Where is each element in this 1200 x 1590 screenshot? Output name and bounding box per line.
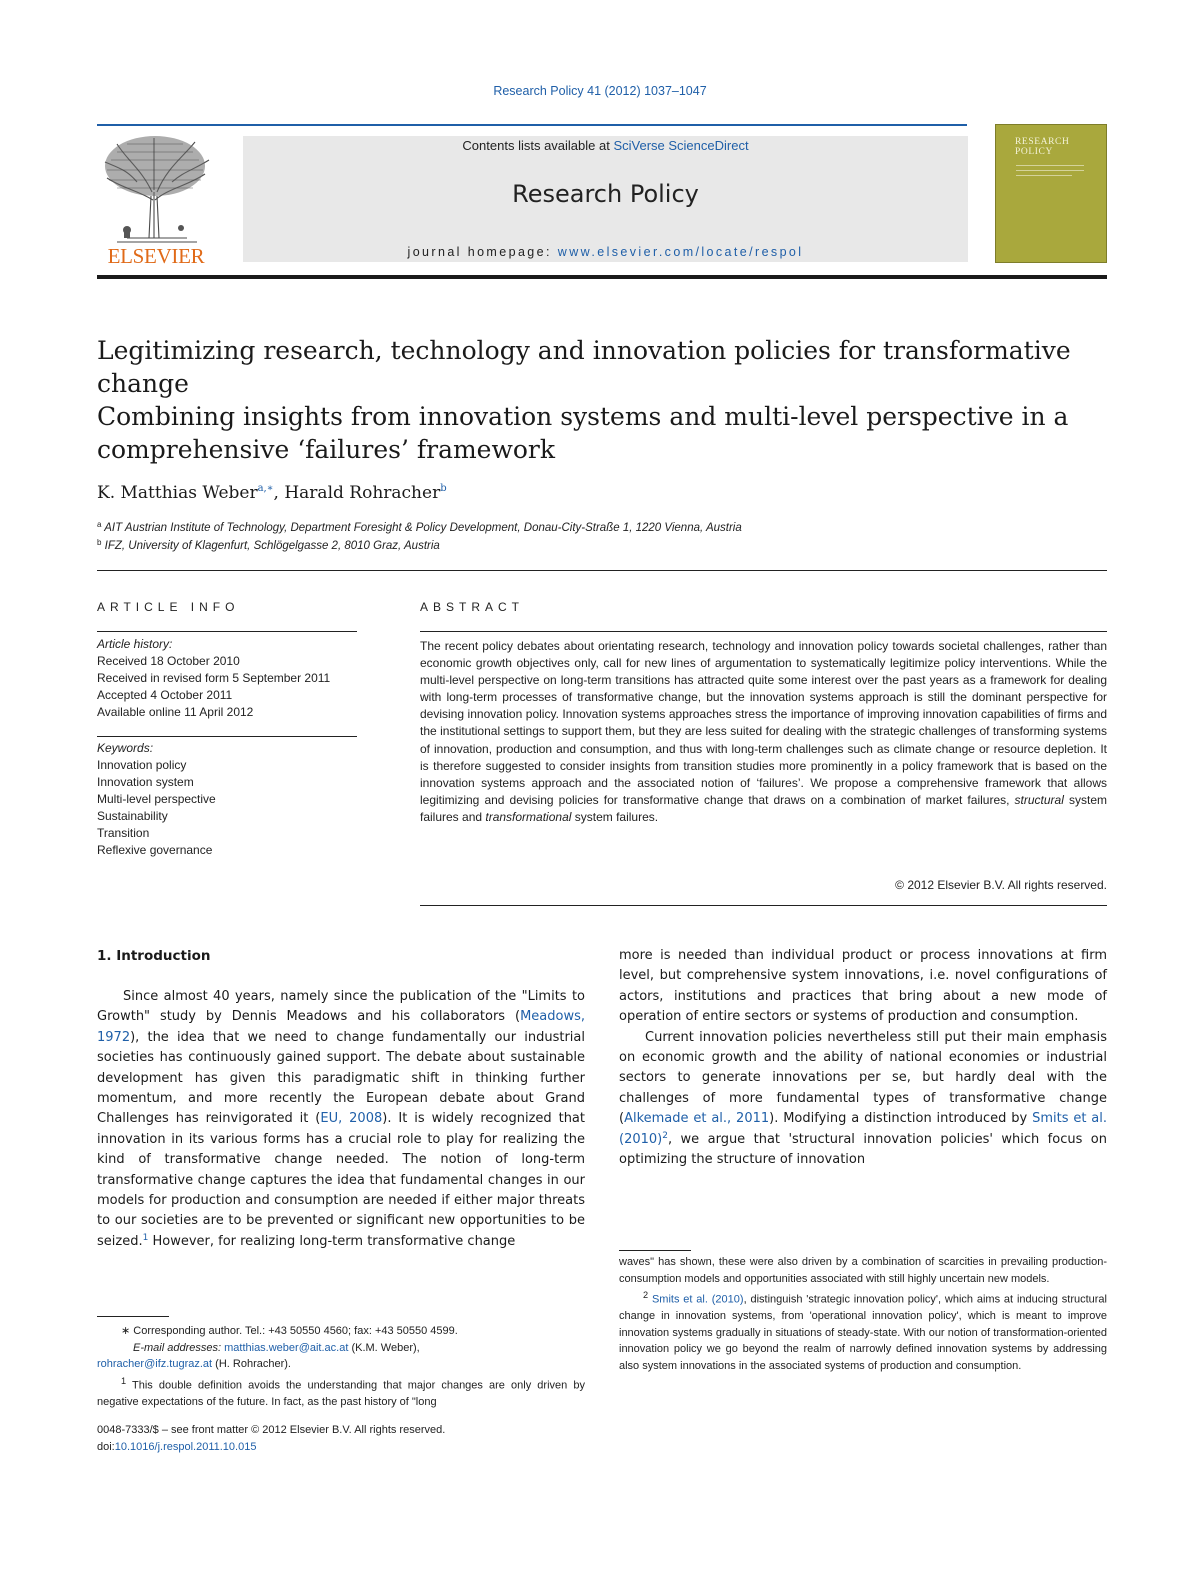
footnote-text: Corresponding author. Tel.: +43 50550 4560; fax: +43 50550 4599. — [130, 1325, 458, 1337]
cover-text-line — [1016, 165, 1084, 166]
divider — [420, 905, 1107, 906]
history-item: Available online 11 April 2012 — [97, 705, 254, 719]
body-text: ). It is widely recognized that innovation in its various forms has a crucial role to play for realizing the kind of transformative change needed. The notion of long-term transformative change captures the idea that fundamental changes in our models for production and consumption are needed if either major threats to our societies are to be prevented or significant new opportunities to be seized. — [97, 1111, 585, 1249]
affiliation — [97, 520, 742, 534]
abstract-label: ABSTRACT — [420, 600, 525, 614]
author-name: K. Matthias Weber — [97, 483, 258, 503]
header-top-rule — [97, 124, 967, 126]
keyword: Innovation policy — [97, 758, 187, 772]
citation-link[interactable]: Smits et al. (2010) — [651, 1293, 744, 1306]
affiliation-text: AIT Austrian Institute of Technology, Department Foresight & Policy Development, Donau-City-Straße 1, 1220 Vienna, Austria — [104, 522, 742, 534]
contents-line — [243, 138, 968, 153]
divider — [97, 570, 1107, 571]
citation-link[interactable]: EU, 2008 — [320, 1111, 383, 1127]
author-name: Harald Rohracher — [284, 483, 441, 503]
keyword: Reflexive governance — [97, 843, 213, 857]
author-affiliation-mark[interactable]: a,∗ — [257, 483, 274, 494]
footnote-text: , distinguish 'strategic innovation policy', which aims at inducing structural change in innovation systems, from 'operational innovation policy', which is meant to improve innovation systems gradually in situations of steady-state. With our notion of transformation-oriented innovation policy we go beyond the realm of narrowly defined innovation systems by addressing also system innovations in the associated systems of production and consumption. — [619, 1293, 1107, 1372]
author-affiliation-mark[interactable]: b — [440, 483, 447, 494]
article-subtitle: Combining insights from innovation systems and multi-level perspective in a comprehensive ‘failures’ framework — [97, 402, 1069, 464]
divider — [97, 631, 357, 632]
homepage-line — [243, 245, 968, 259]
keyword: Innovation system — [97, 775, 194, 789]
article-history — [97, 636, 357, 721]
affiliation-text: IFZ, University of Klagenfurt, Schlögelgasse 2, 8010 Graz, Austria — [104, 540, 440, 552]
footnote-rule — [97, 1316, 169, 1317]
body-text: ), the idea that we need to change fundamentally our industrial societies has continuously gained support. The debate about sustainable development has given this paradigmatic shift in thinking further momentum, and more recently the European debate about Grand Challenges has reinvigorated it ( — [97, 1029, 585, 1127]
footnotes-right — [619, 1254, 1107, 1374]
divider — [97, 736, 357, 737]
abstract-emphasis: transformational — [485, 809, 572, 824]
footnote-mark: 1 — [121, 1375, 127, 1386]
divider — [420, 631, 1107, 632]
body-text: Current innovation policies nevertheless still put their main emphasis on economic growth and the ability of national economies or industrial sectors to generate innovations per se, but hardly deal with the challenges of more fundamental types of transformative change ( — [619, 1029, 1107, 1127]
elsevier-logo-text: ELSEVIER — [107, 244, 205, 268]
contents-prefix: Contents lists available at — [462, 138, 614, 153]
footnote-1 — [97, 1373, 585, 1411]
keywords-label: Keywords: — [97, 741, 154, 755]
section-heading: 1. Introduction — [97, 948, 211, 964]
footnote-rule — [619, 1250, 691, 1251]
journal-reference — [0, 84, 1200, 98]
history-item: Accepted 4 October 2011 — [97, 688, 233, 702]
history-label: Article history: — [97, 637, 173, 651]
sciencedirect-link[interactable]: SciVerse ScienceDirect — [613, 138, 749, 153]
body-text: However, for realizing long-term transformative change — [148, 1233, 516, 1249]
front-matter — [97, 1422, 445, 1456]
journal-cover-title — [1015, 137, 1069, 157]
header-bottom-rule — [97, 275, 1107, 279]
abstract-copyright: © 2012 Elsevier B.V. All rights reserved. — [895, 878, 1107, 892]
abstract-emphasis: structural — [1014, 792, 1064, 807]
author-list — [97, 483, 447, 503]
email-link[interactable]: matthias.weber@ait.ac.at — [224, 1341, 349, 1354]
elsevier-logo — [97, 244, 215, 269]
keyword: Transition — [97, 826, 150, 840]
footnote-marker[interactable]: 2 — [662, 1130, 668, 1141]
footnote-1-continued: waves" has shown, these were also driven by a combination of scarcities in prevailing production-consumption models and opportunities associated with still highly uncertain new models. — [619, 1256, 1107, 1285]
cover-text-line — [1016, 175, 1072, 176]
article-main-title: Legitimizing research, technology and innovation policies for transformative change — [97, 336, 1071, 398]
footnotes-left — [97, 1323, 585, 1410]
affiliation-mark: a — [97, 520, 102, 529]
citation-link[interactable]: Alkemade et al., 2011 — [624, 1111, 770, 1127]
author-separator: , — [273, 483, 285, 503]
body-text: Since almost 40 years, namely since the publication of the "Limits to Growth" study by Dennis Meadows and his collaborators ( — [97, 989, 585, 1025]
abstract-text — [420, 638, 1107, 826]
email-link[interactable]: rohracher@ifz.tugraz.at — [97, 1358, 213, 1370]
abstract-part: system failures. — [571, 809, 659, 824]
email-note — [97, 1340, 585, 1357]
body-paragraph — [619, 1028, 1107, 1171]
cover-title-line-2: POLICY — [1015, 147, 1053, 157]
footnote-text: (H. Rohracher). — [212, 1358, 291, 1370]
doi-line — [97, 1439, 445, 1456]
doi-link[interactable]: 10.1016/j.respol.2011.10.015 — [114, 1441, 257, 1453]
corresponding-author-note — [97, 1323, 585, 1340]
issn-line: 0048-7333/$ – see front matter © 2012 Elsevier B.V. All rights reserved. — [97, 1424, 446, 1436]
journal-reference-link[interactable]: Research Policy 41 (2012) 1037–1047 — [493, 84, 707, 98]
footnote-mark: 2 — [643, 1290, 649, 1300]
keywords — [97, 740, 357, 859]
footnote-text: This double definition avoids the understanding that major changes are only driven by negative expectations of the future. In fact, as the past history of "long — [97, 1379, 585, 1408]
citation-link[interactable]: Meadows, 1972 — [97, 1009, 585, 1045]
footnote-2 — [619, 1287, 1107, 1374]
homepage-link[interactable]: www.elsevier.com/locate/respol — [557, 245, 804, 259]
journal-name: Research Policy — [512, 180, 699, 208]
footnote-text: (K.M. Weber), — [348, 1341, 420, 1354]
affiliation — [97, 538, 440, 552]
article-info-label: ARTICLE INFO — [97, 600, 240, 614]
doi-label: doi: — [97, 1441, 115, 1453]
history-item: Received in revised form 5 September 2011 — [97, 671, 331, 685]
body-text-left-column — [97, 987, 585, 1252]
article-title — [97, 334, 1107, 466]
footnote-marker[interactable]: 1 — [142, 1232, 149, 1243]
affiliation-mark: b — [97, 538, 102, 547]
email-label: E-mail addresses: — [133, 1341, 222, 1354]
keyword: Multi-level perspective — [97, 792, 216, 806]
keyword: Sustainability — [97, 809, 168, 823]
body-text: ). Modifying a distinction introduced by — [769, 1111, 1033, 1127]
abstract-part: The recent policy debates about orientating research, technology and innovation policy towards societal challenges, rather than economic growth objectives only, call for new lines of argumentation to systematically legitimize policy interventions. While the multi-level perspective on long-term transitions has attracted quite some interest over the past years as a framework for dealing with long-term processes of transformative change, but the innovation systems approach is still the dominant perspective for devising innovation policy. Innovation systems approaches stress the importance of improving innovation capabilities of firms and the institutional settings to support them, but they are less suited for dealing with the strategic challenges of transforming systems of innovation, production and consumption, and thus with long-term challenges such as climate change or resource depletion. It is therefore suggested to consider insights from transition studies more prominently in a policy framework that is based on the innovation systems approach and the associated notion of ‘failures’. We propose a comprehensive framework that allows legitimizing and devising policies for transformative change that draws on a combination of market failures, — [420, 639, 1107, 807]
homepage-prefix: journal homepage: — [407, 245, 558, 259]
history-item: Received 18 October 2010 — [97, 654, 240, 668]
body-text-right-column — [619, 946, 1107, 1170]
email-note — [97, 1356, 585, 1373]
citation-link[interactable]: Smits et al. (2010) — [619, 1111, 1108, 1147]
abstract-part: system failures and — [420, 792, 1107, 824]
body-text: , we argue that 'structural innovation policies' which focus on optimizing the structure of innovation — [619, 1131, 1107, 1168]
body-paragraph: more is needed than individual product or process innovations at firm level, but comprehensive system innovations, i.e. novel configurations of actors, institutions and practices that bring about a new mode of operation of entire sectors or systems of production and consumption. — [619, 948, 1107, 1025]
cover-text-line — [1016, 170, 1084, 171]
footnote-mark: ∗ — [121, 1325, 131, 1337]
cover-title-line-1: RESEARCH — [1015, 137, 1070, 147]
